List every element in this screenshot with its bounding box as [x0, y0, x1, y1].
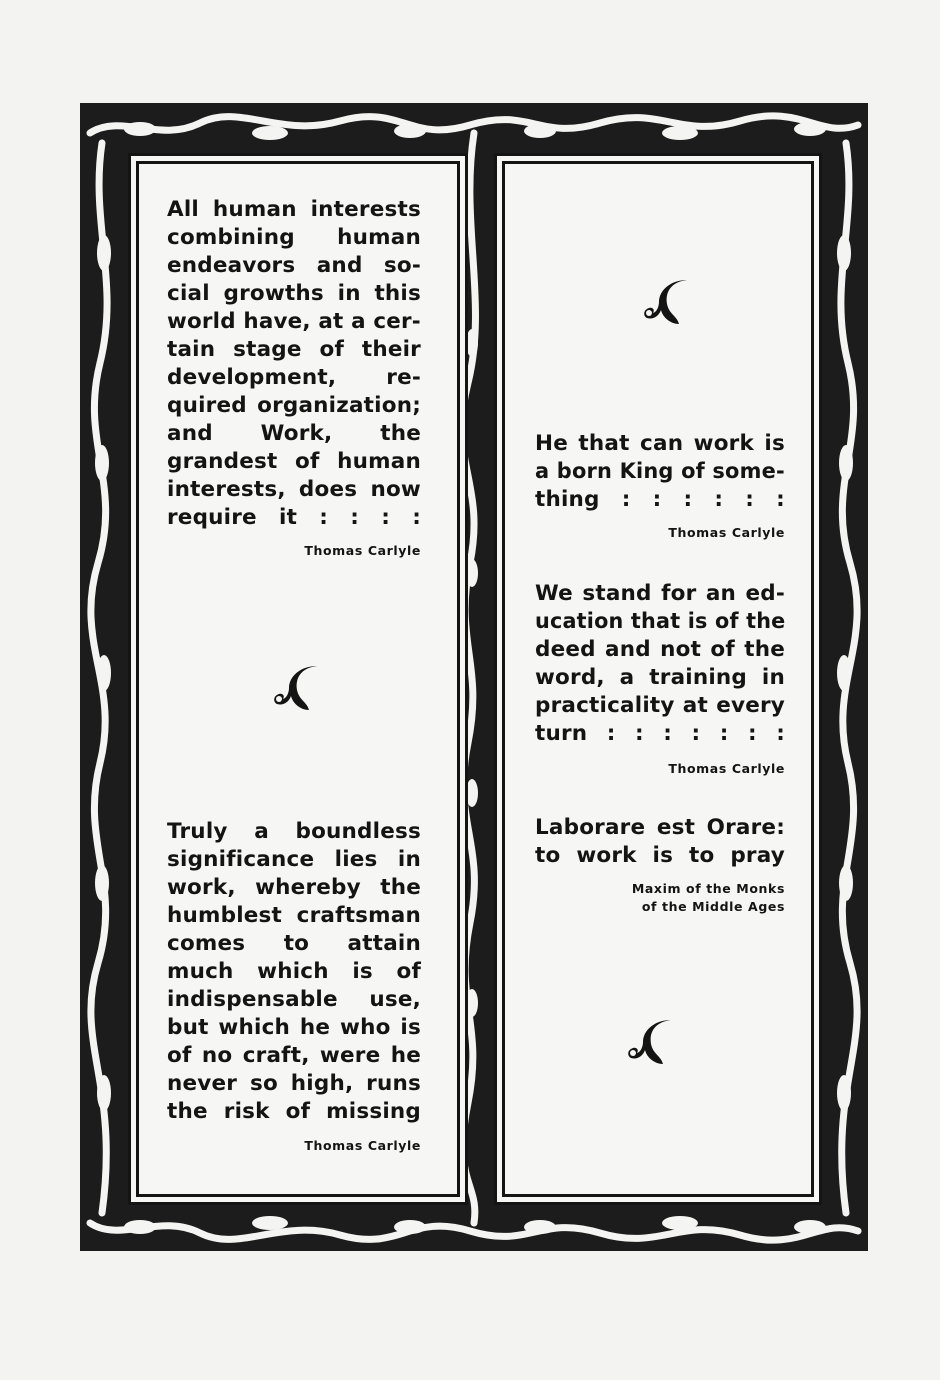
quote-line: Truly a boundless [167, 819, 421, 844]
fleuron-icon [271, 662, 323, 714]
quote-line: quired organization; [167, 393, 421, 418]
quote-line: practicality at every [535, 693, 785, 718]
quote-line: humblest craftsman [167, 903, 421, 928]
quote-born-king [535, 430, 785, 514]
quote-line: thing : : : : : : [535, 487, 785, 512]
quote-line: endeavors and so- [167, 253, 421, 278]
quote-line: deed and not of the [535, 637, 785, 662]
quote-line: but which he who is [167, 1015, 421, 1040]
quote-line: interests, does now [167, 477, 421, 502]
quote-line: to work is to pray [535, 843, 785, 868]
quote-line: of no craft, were he [167, 1043, 421, 1068]
fleuron-icon [625, 1016, 677, 1068]
attribution [535, 880, 785, 916]
quote-line: turn : : : : : : : [535, 721, 785, 746]
quote-laborare-est-orare [535, 814, 785, 870]
quote-boundless-significance [167, 818, 421, 1126]
fleuron-icon [641, 276, 693, 328]
attribution-line: of the Middle Ages [641, 899, 785, 914]
attribution: Thomas Carlyle [668, 761, 785, 776]
ornamental-frame [80, 103, 868, 1251]
attribution: Thomas Carlyle [304, 543, 421, 558]
quote-line: significance lies in [167, 847, 421, 872]
quote-line: All human interests [167, 197, 421, 222]
quote-line: tain stage of their [167, 337, 421, 362]
quote-line: a born King of some- [535, 459, 785, 484]
quote-line: work, whereby the [167, 875, 421, 900]
quote-line: combining human [167, 225, 421, 250]
quote-line: and Work, the [167, 421, 421, 446]
quote-line: He that can work is [535, 431, 785, 456]
left-panel [136, 161, 460, 1197]
quote-work-organization [167, 196, 421, 532]
quote-line: much which is of [167, 959, 421, 984]
quote-line: We stand for an ed- [535, 581, 785, 606]
quote-education-deed [535, 580, 785, 748]
attribution-line: Maxim of the Monks [631, 881, 785, 896]
right-panel [502, 161, 814, 1197]
quote-line: indispensable use, [167, 987, 421, 1012]
quote-line: require it : : : : [167, 505, 421, 530]
quote-line: development, re- [167, 365, 421, 390]
quote-line: world have, at a cer- [167, 309, 421, 334]
quote-line: Laborare est Orare: [535, 815, 785, 840]
quote-line: word, a training in [535, 665, 785, 690]
attribution: Thomas Carlyle [304, 1138, 421, 1153]
quote-line: cial growths in this [167, 281, 421, 306]
quote-line: the risk of missing [167, 1099, 421, 1124]
quote-line: comes to attain [167, 931, 421, 956]
quote-line: ucation that is of the [535, 609, 786, 634]
quote-line: grandest of human [167, 449, 421, 474]
attribution: Thomas Carlyle [668, 525, 785, 540]
quote-line: never so high, runs [167, 1071, 421, 1096]
